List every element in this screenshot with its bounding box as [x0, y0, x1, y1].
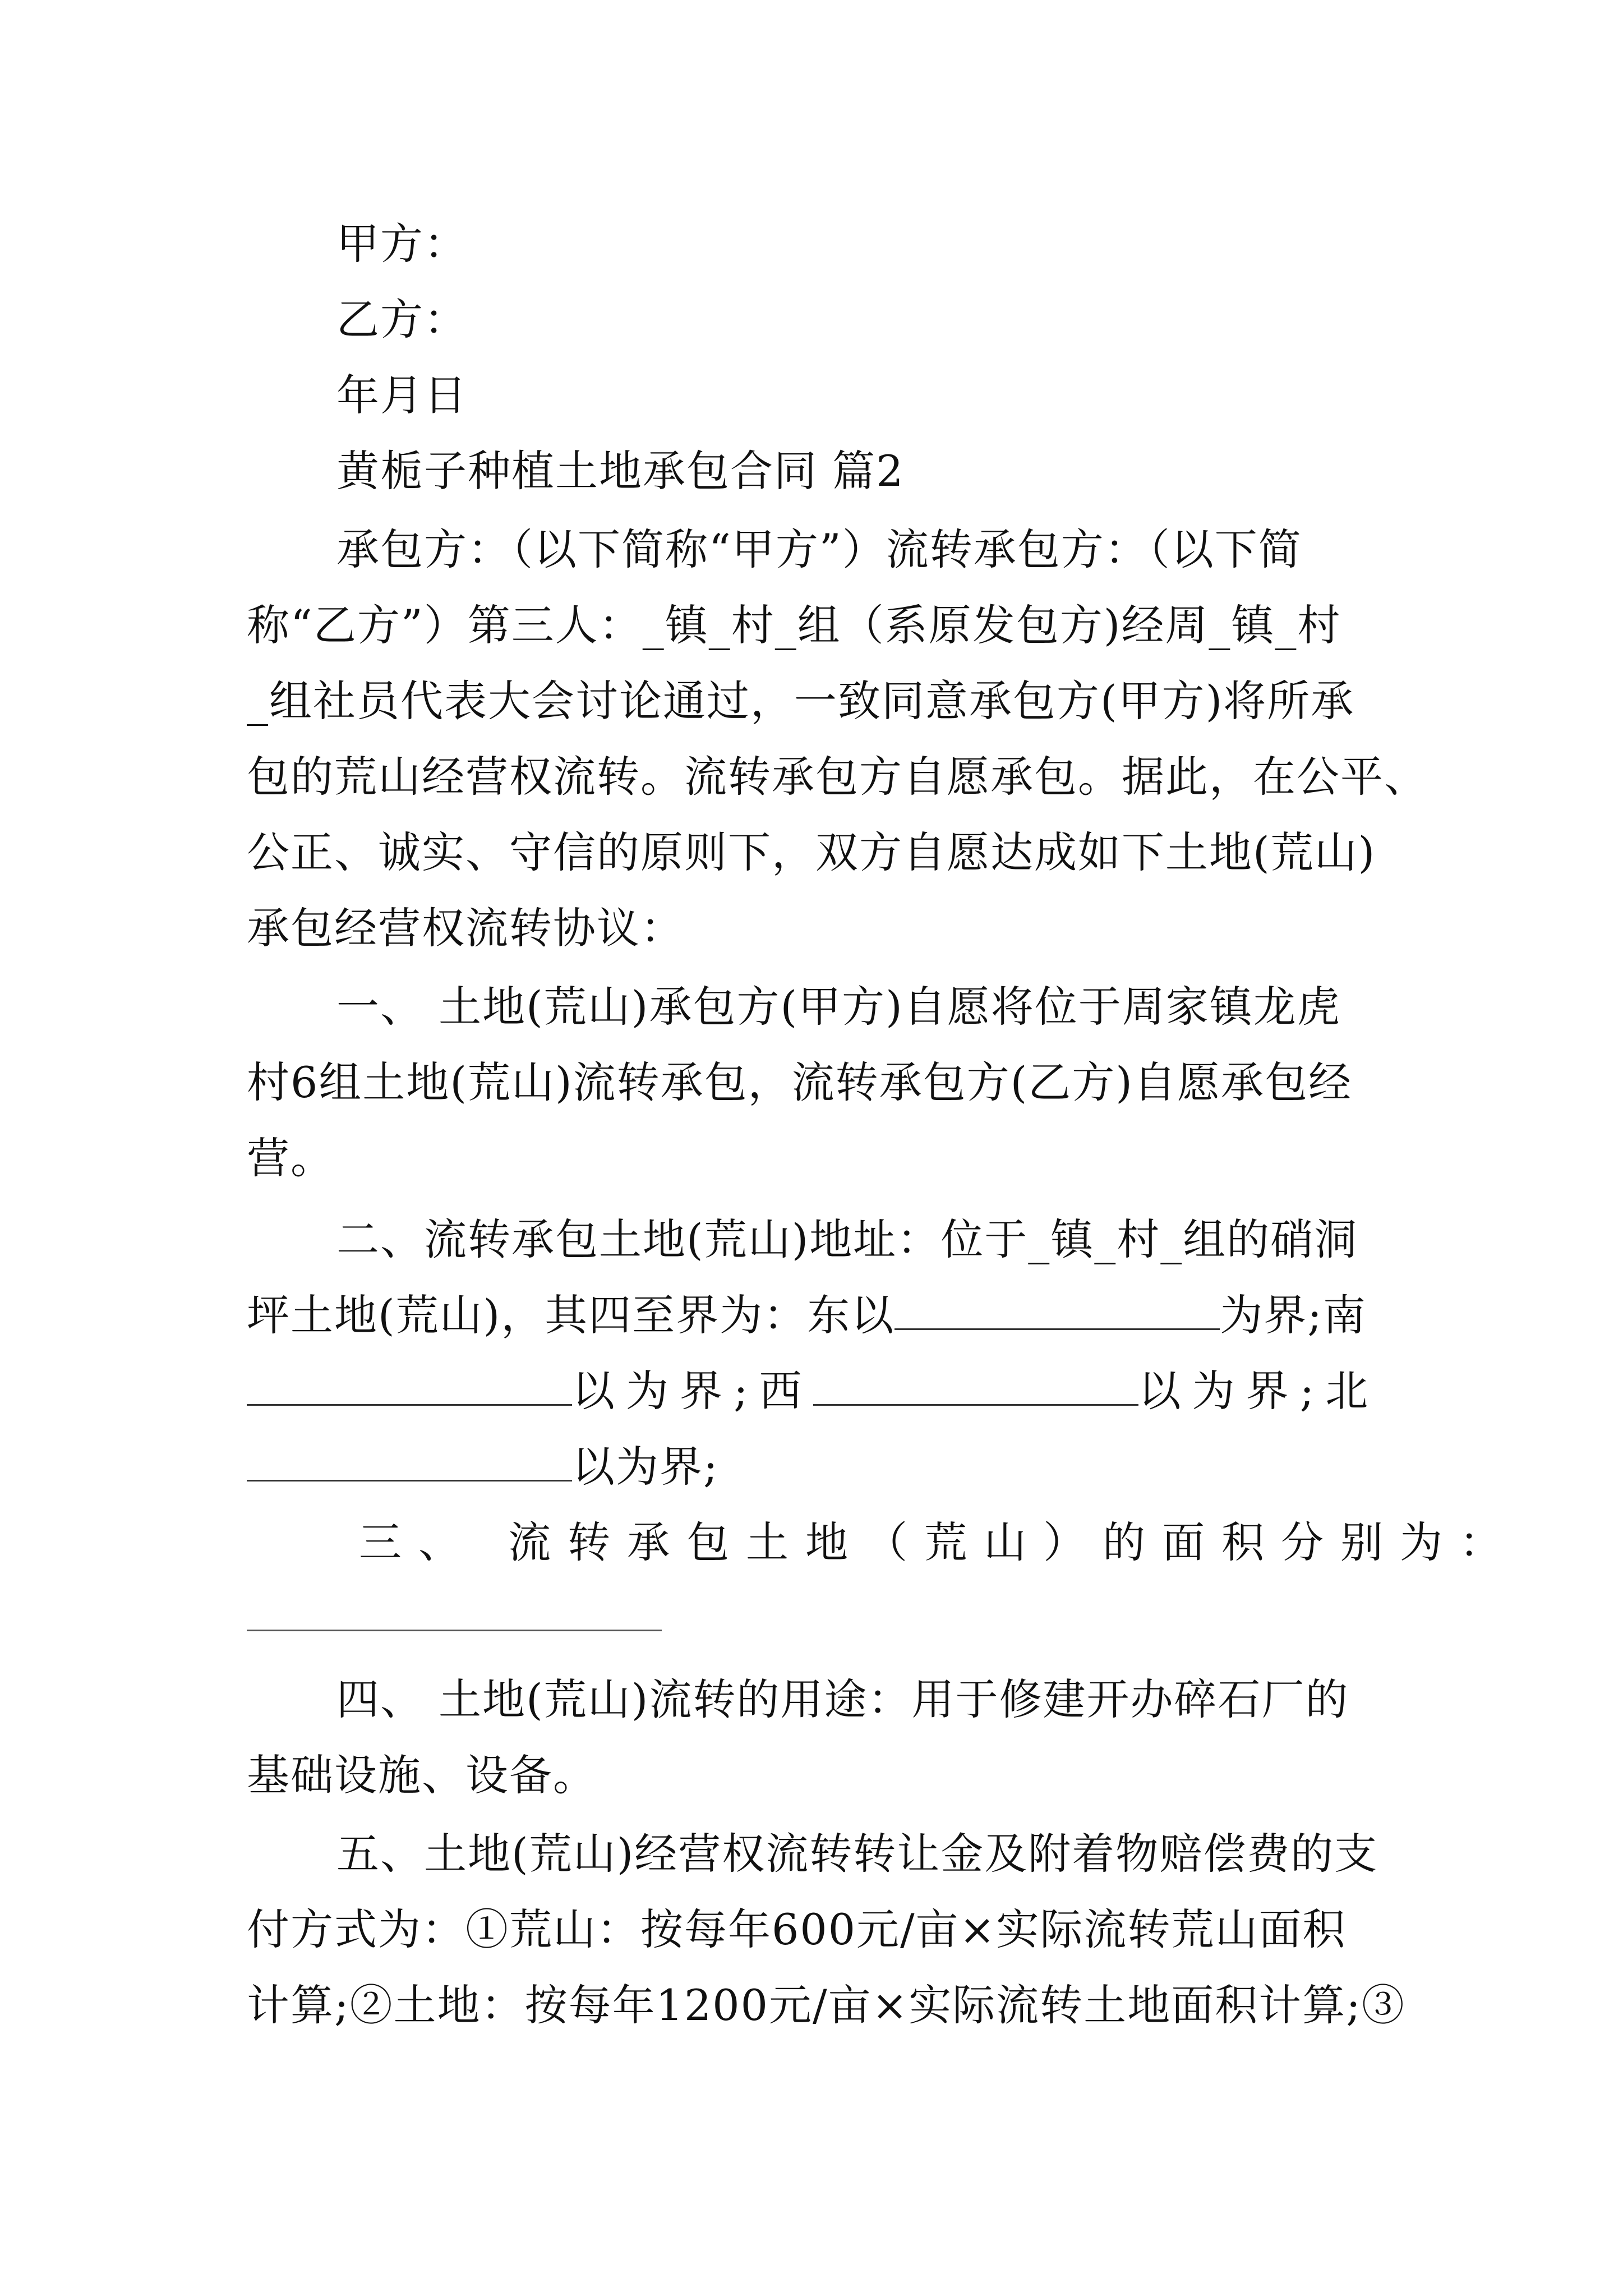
clause-5-line: 五、土地(荒山)经营权流转转让金及附着物赔偿费的支 — [336, 1829, 1378, 1879]
clause-1-line: 营。 — [247, 1133, 334, 1183]
boundary-east-blank — [895, 1289, 1220, 1330]
boundary-north-blank — [247, 1441, 572, 1481]
section-title: 黄栀子种植土地承包合同 篇2 — [336, 446, 905, 496]
clause-2-text: 为界;南 — [1220, 1290, 1367, 1340]
date-label: 年月日 — [336, 370, 468, 420]
paragraph-line: 承包经营权流转协议： — [247, 903, 684, 953]
party-b-label: 乙方： — [336, 295, 468, 344]
clause-5-line: 付方式为：①荒山：按每年600元/亩×实际流转荒山面积 — [247, 1904, 1347, 1954]
clause-2-line: 二、流转承包土地(荒山)地址：位于_镇_村_组的硝洞 — [336, 1214, 1358, 1264]
clause-1-line: 一、 土地(荒山)承包方(甲方)自愿将位于周家镇龙虎 — [336, 982, 1341, 1032]
boundary-south-blank — [247, 1365, 572, 1406]
paragraph-line: 承包方：（以下简称“甲方”）流转承包方：（以下简 — [336, 524, 1302, 574]
clause-2-text: 以为界;西 — [572, 1366, 813, 1416]
clause-5-line: 计算;②土地：按每年1200元/亩×实际流转土地面积计算;③ — [247, 1980, 1405, 2030]
clause-2-text: 坪土地(荒山)，其四至界为：东以 — [247, 1290, 895, 1340]
clause-3-line: 三、 流转承包土地（荒山）的面积分别为： — [359, 1517, 1519, 1567]
party-a-label: 甲方： — [336, 219, 468, 269]
area-blank-line — [247, 1630, 662, 1631]
clause-2-line — [247, 1363, 1391, 1419]
clause-2-text: 以为界;北 — [1138, 1366, 1380, 1416]
clause-2-line — [247, 1287, 1391, 1343]
paragraph-line: _组社员代表大会讨论通过，一致同意承包方(甲方)将所承 — [247, 676, 1355, 726]
boundary-west-blank — [813, 1365, 1138, 1406]
clause-2-text: 以为界; — [572, 1442, 719, 1492]
paragraph-line: 公正、诚实、守信的原则下，双方自愿达成如下土地(荒山) — [247, 827, 1376, 877]
paragraph-line: 包的荒山经营权流转。流转承包方自愿承包。据此，在公平、 — [247, 752, 1428, 802]
clause-2-line — [247, 1439, 1391, 1495]
clause-4-line: 四、 土地(荒山)流转的用途：用于修建开办碎石厂的 — [336, 1674, 1349, 1724]
clause-4-line: 基础设施、设备。 — [247, 1750, 597, 1800]
paragraph-line: 称“乙方”）第三人：_镇_村_组（系原发包方)经周_镇_村 — [247, 600, 1341, 650]
clause-1-line: 村6组土地(荒山)流转承包，流转承包方(乙方)自愿承包经 — [247, 1057, 1352, 1107]
